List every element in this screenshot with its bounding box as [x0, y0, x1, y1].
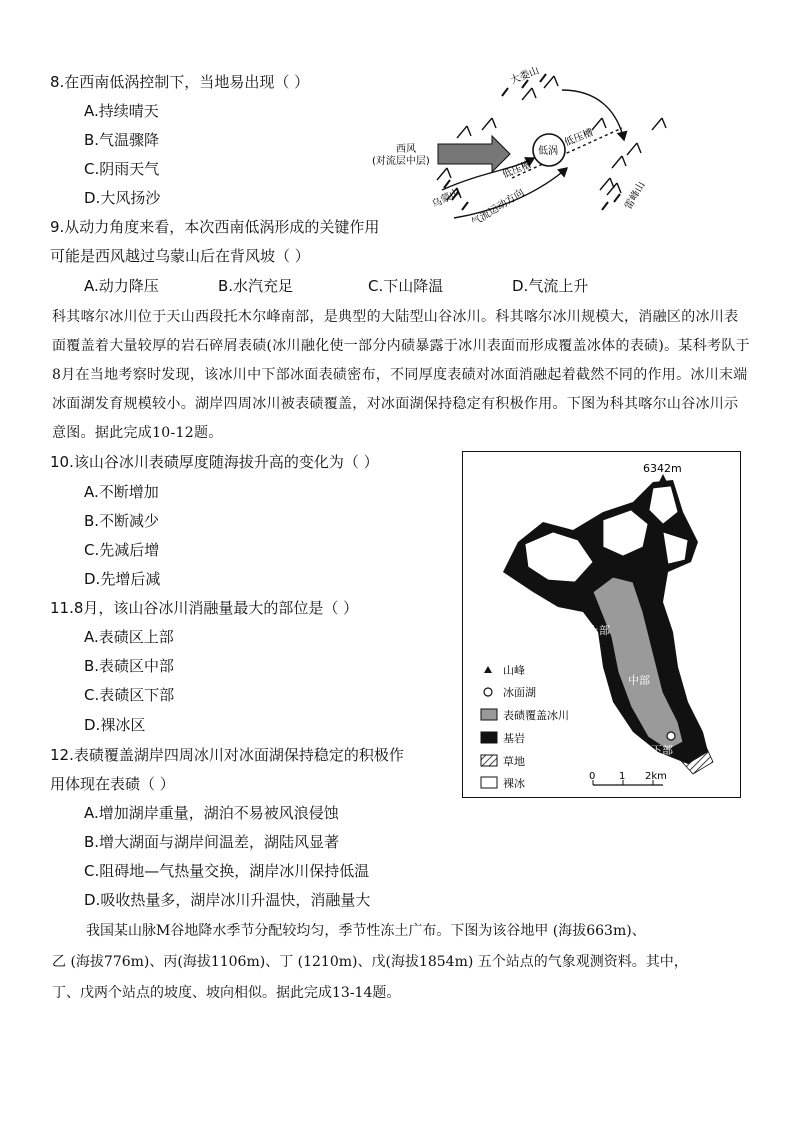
legend-bedrock: 基岩 — [503, 732, 525, 745]
low-vortex-diagram — [362, 60, 702, 240]
q9-stem-line1: 9.从动力角度来看，本次西南低涡形成的关键作用 — [50, 218, 380, 236]
q10-option-a: A.不断增加 — [84, 483, 159, 501]
q12-stem-line1: 12.表碛覆盖湖岸四周冰川对冰面湖保持稳定的积极作 — [50, 746, 404, 764]
mountain-ranges — [444, 74, 620, 210]
passage2-line2: 乙 (海拔776m)、丙(海拔1106m)、丁 (1210m)、戊(海拔1854m) 五个站点的气象观测资料。其中， — [52, 954, 688, 970]
q10-option-b: B.不断减少 — [84, 512, 160, 530]
q9-option-d: D.气流上升 — [512, 277, 589, 295]
legend-bare-ice: 裸冰 — [503, 777, 525, 790]
q12-stem-line2: 用体现在表碛（ ） — [50, 775, 175, 793]
q10-option-d: D.先增后减 — [84, 570, 161, 588]
legend-grassland: 草地 — [503, 755, 525, 768]
svg-text:0: 0 — [589, 771, 596, 782]
passage2-line3: 丁、戊两个站点的坡度、坡向相似。据此完成13-14题。 — [52, 985, 401, 1001]
glacier-lake-icon — [667, 732, 675, 740]
q8-option-d: D.大风扬沙 — [84, 189, 161, 207]
q8-stem: 8.在西南低涡控制下，当地易出现（ ） — [50, 73, 310, 91]
q11-stem: 11.8月，该山谷冰川消融量最大的部位是（ ） — [50, 599, 359, 617]
legend-peak: 山峰 — [503, 664, 525, 677]
label-upper-section: 上部 — [588, 624, 610, 637]
label-daloushan: 大娄山 — [509, 65, 541, 87]
q8-option-c: C.阴雨天气 — [84, 160, 160, 178]
glacier-map — [462, 451, 741, 798]
label-low-trough-right: 低压槽 — [563, 127, 595, 149]
legend-debris-glacier: 表碛覆盖冰川 — [503, 709, 569, 722]
mountain-peak-icon — [659, 474, 667, 482]
label-west-wind: 西风 — [396, 144, 416, 155]
label-wumengshan: 乌蒙山 — [430, 186, 462, 211]
q12-option-b: B.增大湖面与湖岸间温差，湖陆风显著 — [84, 833, 340, 851]
west-wind-arrow — [438, 136, 510, 172]
svg-text:1: 1 — [619, 771, 626, 782]
scale-bar — [589, 771, 667, 785]
label-peak-elevation: 6342m — [643, 462, 682, 475]
q9-stem-line2: 可能是西风越过乌蒙山后在背风坡（ ） — [50, 247, 310, 265]
label-leifengshan: 雷峰山 — [623, 180, 648, 212]
q8-option-a: A.持续晴天 — [84, 102, 159, 120]
q12-option-c: C.阻碍地—气热量交换，湖岸冰川保持低温 — [84, 862, 370, 880]
passage2-line1: 我国某山脉M谷地降水季节分配较均匀，季节性冻土广布。下图为该谷地甲 (海拔663m)、 — [86, 923, 646, 939]
q9-option-b: B.水汽充足 — [218, 277, 294, 295]
q12-option-d: D.吸收热量多，湖岸冰川升温快，消融量大 — [84, 891, 371, 909]
label-low-vortex: 低涡 — [538, 146, 558, 157]
label-middle-section: 中部 — [628, 674, 650, 687]
q11-option-a: A.表碛区上部 — [84, 628, 174, 646]
q9-option-a: A.动力降压 — [84, 277, 159, 295]
q11-option-c: C.表碛区下部 — [84, 686, 175, 704]
passage-koqikar-glacier: 科其喀尔冰川位于天山西段托木尔峰南部，是典型的大陆型山谷冰川。科其喀尔冰川规模大，消融区的冰川表面覆盖着大量较厚的岩石碎屑表碛(冰川融化使一部分内碛暴露于冰川表面而形成覆盖冰体的表碛)。某科考队于8月在当地考察时发现，该冰川中下部冰面表碛密布，不同厚度表碛对冰面消融起着截然不同的作用。冰川末端冰面湖发育规模较小。湖岸四周冰川被表碛覆盖，对冰面湖保持稳定有积极作用。下图为科其喀尔山谷冰川示意图。据此完成10-12题。 — [52, 309, 750, 441]
label-low-trough-left: 低压槽 — [501, 159, 533, 181]
q11-option-b: B.表碛区中部 — [84, 657, 175, 675]
q11-option-d: D.裸冰区 — [84, 716, 146, 734]
q10-option-c: C.先减后增 — [84, 541, 160, 559]
q10-stem: 10.该山谷冰川表碛厚度随海拔升高的变化为（ ） — [50, 453, 379, 471]
map-legend — [481, 663, 569, 790]
q12-option-a: A.增加湖岸重量，湖泊不易被风浪侵蚀 — [84, 804, 339, 822]
svg-text:2km: 2km — [645, 771, 667, 782]
legend-lake: 冰面湖 — [503, 686, 536, 699]
label-airflow: 气流运动方向 — [469, 187, 527, 229]
label-lower-section: 下部 — [651, 744, 673, 757]
q8-option-b: B.气温骤降 — [84, 131, 160, 149]
q9-option-c: C.下山降温 — [368, 277, 444, 295]
label-troposphere: (对流层中层) — [372, 156, 430, 167]
